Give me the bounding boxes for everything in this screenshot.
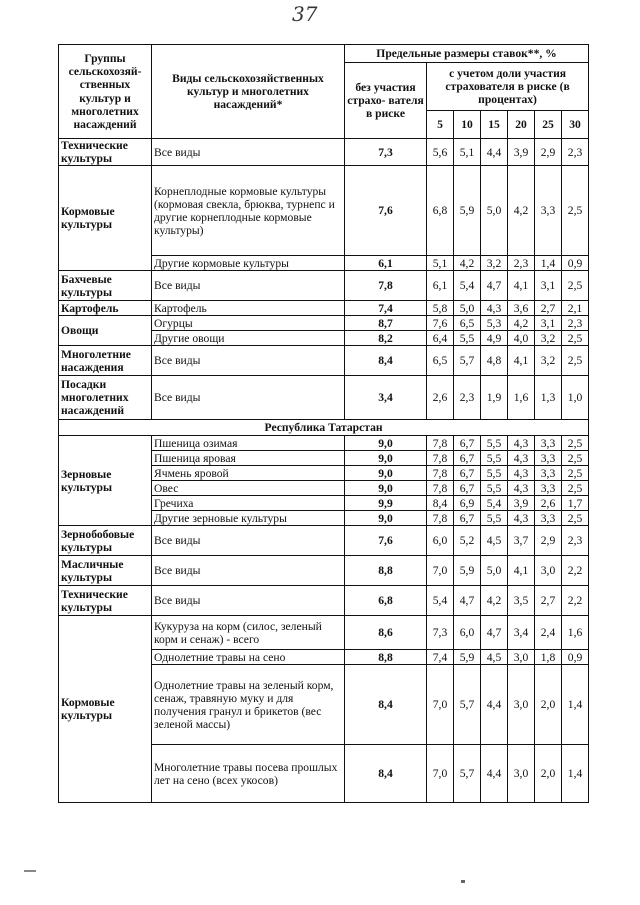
rate-cell: 5,5 bbox=[481, 466, 508, 481]
rate-cell: 7,3 bbox=[427, 616, 454, 650]
rate-cell: 3,4 bbox=[508, 616, 535, 650]
kind-cell: Овес bbox=[152, 481, 345, 496]
header-share: 10 bbox=[454, 111, 481, 139]
rate-cell: 6,7 bbox=[454, 466, 481, 481]
rate-cell: 5,0 bbox=[454, 301, 481, 316]
rate-cell: 3,3 bbox=[535, 451, 562, 466]
header-without-participation: без участия страхо- вателя в риске bbox=[345, 63, 427, 139]
scan-mark bbox=[24, 870, 36, 872]
rate-cell: 4,4 bbox=[481, 139, 508, 166]
rate-cell: 6,7 bbox=[454, 481, 481, 496]
rate-cell: 5,3 bbox=[481, 316, 508, 331]
rate-cell: 3,0 bbox=[508, 650, 535, 665]
rate-cell: 4,8 bbox=[481, 346, 508, 376]
rate-cell: 2,5 bbox=[562, 466, 589, 481]
rate-cell: 1,4 bbox=[562, 665, 589, 745]
rate-cell: 3,2 bbox=[481, 256, 508, 271]
kind-cell: Все виды bbox=[152, 376, 345, 420]
header-share: 20 bbox=[508, 111, 535, 139]
rate-cell: 4,9 bbox=[481, 331, 508, 346]
group-cell: Многолетние насаждения bbox=[59, 346, 152, 376]
scan-mark bbox=[461, 880, 465, 883]
group-cell: Бахчевые культуры bbox=[59, 271, 152, 301]
rate-cell: 6,7 bbox=[454, 436, 481, 451]
group-cell: Посадки многолетних насаждений bbox=[59, 376, 152, 420]
rate-cell: 1,6 bbox=[562, 616, 589, 650]
kind-cell: Другие кормовые культуры bbox=[152, 256, 345, 271]
kind-cell: Гречиха bbox=[152, 496, 345, 511]
rate-cell: 2,4 bbox=[535, 616, 562, 650]
header-with-participation: с учетом доли участия страхователя в риске (в процентах) bbox=[427, 63, 589, 111]
kind-cell: Все виды bbox=[152, 271, 345, 301]
rate-cell: 7,0 bbox=[427, 665, 454, 745]
max-rate-cell: 7,4 bbox=[345, 301, 427, 316]
table-row bbox=[59, 271, 589, 301]
rate-cell: 7,4 bbox=[427, 650, 454, 665]
max-rate-cell: 9,0 bbox=[345, 466, 427, 481]
rate-cell: 5,5 bbox=[481, 511, 508, 526]
rate-cell: 2,5 bbox=[562, 271, 589, 301]
header-share: 30 bbox=[562, 111, 589, 139]
table-row bbox=[59, 586, 589, 616]
table-row bbox=[59, 139, 589, 166]
rate-cell: 1,4 bbox=[535, 256, 562, 271]
rate-cell: 3,5 bbox=[508, 586, 535, 616]
rate-cell: 3,3 bbox=[535, 481, 562, 496]
rate-cell: 5,5 bbox=[481, 436, 508, 451]
rate-cell: 2,5 bbox=[562, 436, 589, 451]
rate-cell: 6,5 bbox=[427, 346, 454, 376]
rate-cell: 6,9 bbox=[454, 496, 481, 511]
header-share: 25 bbox=[535, 111, 562, 139]
rate-cell: 2,6 bbox=[427, 376, 454, 420]
max-rate-cell: 7,6 bbox=[345, 166, 427, 256]
rate-cell: 7,0 bbox=[427, 556, 454, 586]
max-rate-cell: 8,8 bbox=[345, 650, 427, 665]
rate-cell: 5,7 bbox=[454, 346, 481, 376]
rate-cell: 7,8 bbox=[427, 451, 454, 466]
max-rate-cell: 7,6 bbox=[345, 526, 427, 556]
group-cell: Зернобобовые культуры bbox=[59, 526, 152, 556]
rate-cell: 5,5 bbox=[481, 451, 508, 466]
rate-cell: 4,4 bbox=[481, 745, 508, 803]
rate-cell: 2,1 bbox=[562, 301, 589, 316]
max-rate-cell: 9,9 bbox=[345, 496, 427, 511]
rate-cell: 7,8 bbox=[427, 481, 454, 496]
rate-cell: 1,6 bbox=[508, 376, 535, 420]
rate-cell: 4,0 bbox=[508, 331, 535, 346]
rate-cell: 4,2 bbox=[508, 166, 535, 256]
table-row bbox=[59, 316, 589, 331]
rate-cell: 4,1 bbox=[508, 271, 535, 301]
table-row bbox=[59, 301, 589, 316]
header-kind: Виды сельскохозяйственных культур и многолетних насаждений* bbox=[152, 45, 345, 139]
kind-cell: Кукуруза на корм (силос, зеленый корм и сенаж) - всего bbox=[152, 616, 345, 650]
kind-cell: Все виды bbox=[152, 526, 345, 556]
kind-cell: Однолетние травы на зеленый корм, сенаж, травяную муку и для получения гранул и брикетов (вес зеленой массы) bbox=[152, 665, 345, 745]
rate-cell: 2,3 bbox=[562, 139, 589, 166]
rate-cell: 1,4 bbox=[562, 745, 589, 803]
table-row bbox=[59, 166, 589, 256]
rate-cell: 5,7 bbox=[454, 665, 481, 745]
rate-cell: 5,6 bbox=[427, 139, 454, 166]
rate-cell: 4,2 bbox=[508, 316, 535, 331]
group-cell: Кормовые культуры bbox=[59, 616, 152, 803]
page-number: 37 bbox=[292, 2, 318, 26]
max-rate-cell: 8,2 bbox=[345, 331, 427, 346]
rate-cell: 5,4 bbox=[481, 496, 508, 511]
rate-cell: 2,9 bbox=[535, 526, 562, 556]
rate-cell: 4,5 bbox=[481, 650, 508, 665]
group-cell: Технические культуры bbox=[59, 586, 152, 616]
rate-cell: 8,4 bbox=[427, 496, 454, 511]
group-cell: Зерновые культуры bbox=[59, 436, 152, 526]
rate-cell: 6,4 bbox=[427, 331, 454, 346]
rate-cell: 3,2 bbox=[535, 331, 562, 346]
kind-cell: Другие зерновые культуры bbox=[152, 511, 345, 526]
rate-cell: 1,7 bbox=[562, 496, 589, 511]
kind-cell: Многолетние травы посева прошлых лет на сено (всех укосов) bbox=[152, 745, 345, 803]
max-rate-cell: 8,4 bbox=[345, 745, 427, 803]
max-rate-cell: 8,7 bbox=[345, 316, 427, 331]
group-cell: Масличные культуры bbox=[59, 556, 152, 586]
rate-cell: 4,1 bbox=[508, 556, 535, 586]
rate-cell: 2,5 bbox=[562, 511, 589, 526]
rate-cell: 4,7 bbox=[481, 271, 508, 301]
rate-cell: 4,1 bbox=[508, 346, 535, 376]
region-row bbox=[59, 420, 589, 436]
rate-cell: 4,7 bbox=[454, 586, 481, 616]
kind-cell: Корнеплодные кормовые культуры (кормовая свекла, брюква, турнепс и другие корнеплодные кормовые культуры) bbox=[152, 166, 345, 256]
rate-cell: 5,0 bbox=[481, 556, 508, 586]
rate-cell: 2,7 bbox=[535, 586, 562, 616]
rate-cell: 2,2 bbox=[562, 586, 589, 616]
rate-cell: 2,0 bbox=[535, 745, 562, 803]
rate-cell: 5,0 bbox=[481, 166, 508, 256]
rate-cell: 2,3 bbox=[562, 316, 589, 331]
kind-cell: Огурцы bbox=[152, 316, 345, 331]
rate-cell: 2,3 bbox=[562, 526, 589, 556]
kind-cell: Все виды bbox=[152, 556, 345, 586]
rate-cell: 6,1 bbox=[427, 271, 454, 301]
rate-cell: 3,7 bbox=[508, 526, 535, 556]
rate-cell: 5,4 bbox=[427, 586, 454, 616]
rate-cell: 5,8 bbox=[427, 301, 454, 316]
group-cell: Картофель bbox=[59, 301, 152, 316]
rate-cell: 6,7 bbox=[454, 511, 481, 526]
rate-cell: 6,5 bbox=[454, 316, 481, 331]
insurance-rates-table bbox=[58, 44, 589, 803]
rate-cell: 6,7 bbox=[454, 451, 481, 466]
max-rate-cell: 8,6 bbox=[345, 616, 427, 650]
rate-cell: 5,2 bbox=[454, 526, 481, 556]
rate-cell: 3,3 bbox=[535, 511, 562, 526]
rate-cell: 4,4 bbox=[481, 665, 508, 745]
rate-cell: 3,3 bbox=[535, 466, 562, 481]
rate-cell: 4,3 bbox=[508, 511, 535, 526]
kind-cell: Все виды bbox=[152, 586, 345, 616]
table-body bbox=[59, 139, 589, 803]
rate-cell: 5,5 bbox=[481, 481, 508, 496]
rate-cell: 1,3 bbox=[535, 376, 562, 420]
rate-cell: 4,3 bbox=[508, 451, 535, 466]
kind-cell: Картофель bbox=[152, 301, 345, 316]
rate-cell: 5,1 bbox=[427, 256, 454, 271]
rate-cell: 3,3 bbox=[535, 166, 562, 256]
rate-cell: 4,5 bbox=[481, 526, 508, 556]
table-row bbox=[59, 556, 589, 586]
table-row bbox=[59, 346, 589, 376]
rate-cell: 4,7 bbox=[481, 616, 508, 650]
kind-cell: Пшеница яровая bbox=[152, 451, 345, 466]
rate-cell: 5,9 bbox=[454, 650, 481, 665]
rate-cell: 1,0 bbox=[562, 376, 589, 420]
max-rate-cell: 9,0 bbox=[345, 436, 427, 451]
rate-cell: 4,3 bbox=[508, 481, 535, 496]
rate-cell: 2,7 bbox=[535, 301, 562, 316]
group-cell: Технические культуры bbox=[59, 139, 152, 166]
rate-cell: 5,9 bbox=[454, 556, 481, 586]
max-rate-cell: 8,4 bbox=[345, 665, 427, 745]
rate-cell: 3,9 bbox=[508, 139, 535, 166]
rate-cell: 2,3 bbox=[508, 256, 535, 271]
rate-cell: 1,8 bbox=[535, 650, 562, 665]
group-cell: Кормовые культуры bbox=[59, 166, 152, 271]
header-limit: Предельные размеры ставок**, % bbox=[345, 45, 589, 63]
rate-cell: 2,0 bbox=[535, 665, 562, 745]
max-rate-cell: 8,4 bbox=[345, 346, 427, 376]
rate-cell: 6,8 bbox=[427, 166, 454, 256]
kind-cell: Пшеница озимая bbox=[152, 436, 345, 451]
rate-cell: 2,6 bbox=[535, 496, 562, 511]
max-rate-cell: 8,8 bbox=[345, 556, 427, 586]
table-row bbox=[59, 526, 589, 556]
rate-cell: 4,2 bbox=[481, 586, 508, 616]
rate-cell: 2,5 bbox=[562, 331, 589, 346]
rate-cell: 2,5 bbox=[562, 451, 589, 466]
max-rate-cell: 6,8 bbox=[345, 586, 427, 616]
rate-cell: 4,3 bbox=[481, 301, 508, 316]
kind-cell: Ячмень яровой bbox=[152, 466, 345, 481]
rate-cell: 3,9 bbox=[508, 496, 535, 511]
rate-cell: 3,1 bbox=[535, 271, 562, 301]
rate-cell: 1,9 bbox=[481, 376, 508, 420]
kind-cell: Все виды bbox=[152, 346, 345, 376]
rate-cell: 0,9 bbox=[562, 256, 589, 271]
rate-cell: 7,6 bbox=[427, 316, 454, 331]
table-header bbox=[59, 45, 589, 139]
rate-cell: 5,5 bbox=[454, 331, 481, 346]
rate-cell: 7,8 bbox=[427, 466, 454, 481]
rate-cell: 3,6 bbox=[508, 301, 535, 316]
max-rate-cell: 7,8 bbox=[345, 271, 427, 301]
max-rate-cell: 6,1 bbox=[345, 256, 427, 271]
max-rate-cell: 9,0 bbox=[345, 511, 427, 526]
rate-cell: 2,5 bbox=[562, 346, 589, 376]
rate-cell: 2,5 bbox=[562, 481, 589, 496]
rate-cell: 7,8 bbox=[427, 511, 454, 526]
rate-cell: 7,0 bbox=[427, 745, 454, 803]
rate-cell: 2,2 bbox=[562, 556, 589, 586]
rate-cell: 3,0 bbox=[508, 745, 535, 803]
rate-cell: 6,0 bbox=[427, 526, 454, 556]
rate-cell: 5,7 bbox=[454, 745, 481, 803]
rate-cell: 5,9 bbox=[454, 166, 481, 256]
table-row bbox=[59, 616, 589, 650]
rate-cell: 4,3 bbox=[508, 436, 535, 451]
rate-cell: 3,0 bbox=[535, 556, 562, 586]
kind-cell: Однолетние травы на сено bbox=[152, 650, 345, 665]
rate-cell: 6,0 bbox=[454, 616, 481, 650]
table-row bbox=[59, 376, 589, 420]
max-rate-cell: 7,3 bbox=[345, 139, 427, 166]
max-rate-cell: 9,0 bbox=[345, 481, 427, 496]
header-share: 5 bbox=[427, 111, 454, 139]
kind-cell: Все виды bbox=[152, 139, 345, 166]
table-row bbox=[59, 436, 589, 451]
rate-cell: 3,2 bbox=[535, 346, 562, 376]
region-title: Республика Татарстан bbox=[59, 420, 589, 436]
header-share: 15 bbox=[481, 111, 508, 139]
rate-cell: 3,0 bbox=[508, 665, 535, 745]
rate-cell: 4,3 bbox=[508, 466, 535, 481]
rate-cell: 0,9 bbox=[562, 650, 589, 665]
rate-cell: 5,4 bbox=[454, 271, 481, 301]
rate-cell: 7,8 bbox=[427, 436, 454, 451]
kind-cell: Другие овощи bbox=[152, 331, 345, 346]
max-rate-cell: 9,0 bbox=[345, 451, 427, 466]
group-cell: Овощи bbox=[59, 316, 152, 346]
rate-cell: 2,9 bbox=[535, 139, 562, 166]
max-rate-cell: 3,4 bbox=[345, 376, 427, 420]
rate-cell: 3,1 bbox=[535, 316, 562, 331]
rate-cell: 2,3 bbox=[454, 376, 481, 420]
rate-cell: 5,1 bbox=[454, 139, 481, 166]
header-group: Группы сельскохозяй- ственных культур и многолетних насаждений bbox=[59, 45, 152, 139]
rate-cell: 3,3 bbox=[535, 436, 562, 451]
rate-cell: 4,2 bbox=[454, 256, 481, 271]
rate-cell: 2,5 bbox=[562, 166, 589, 256]
